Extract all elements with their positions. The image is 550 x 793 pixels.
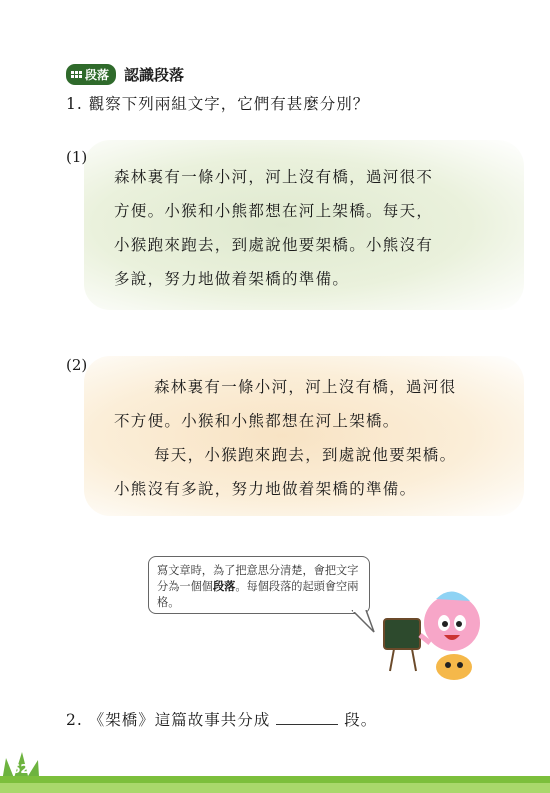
grid-icon: [71, 71, 82, 78]
group2-paragraph2-line: 小熊沒有多說，努力地做着架橋的準備。: [114, 480, 417, 498]
answer-blank[interactable]: [276, 710, 338, 725]
group2-paragraph1-line: 不方便。小猴和小熊都想在河上架橋。: [114, 412, 400, 430]
group2-label: (2): [66, 356, 88, 374]
group1-label: (1): [66, 148, 88, 166]
group1-line: 小猴跑來跑去，到處說他要架橋。小熊沒有: [114, 236, 434, 254]
section-badge-label: 段落: [85, 68, 110, 82]
group2-paragraph1-line: 森林裏有一條小河，河上沒有橋，過河很: [154, 378, 457, 396]
group2-text: [114, 370, 514, 506]
tip-bold-term: 段落: [212, 580, 236, 593]
footer-bar-light: [0, 783, 550, 793]
question-2-suffix: 段。: [344, 711, 378, 729]
question-2-text: 2. 《架橋》這篇故事共分成: [66, 711, 271, 729]
section-badge: [66, 64, 116, 85]
section-title: 認識段落: [124, 66, 185, 84]
group1-line: 多說，努力地做着架橋的準備。: [114, 270, 350, 288]
question-1: 1. 觀察下列兩組文字，它們有甚麼分別？: [66, 95, 370, 113]
group2-paragraph2-line: 每天，小猴跑來跑去，到處說他要架橋。: [154, 446, 457, 464]
group1-text: [114, 160, 514, 296]
tip-speech-bubble: [148, 556, 370, 614]
mascot-illustration: [380, 585, 490, 695]
tip-text-1: 寫文章時，為了把意思分清楚，會把文字分為一個個: [157, 564, 359, 593]
section-heading: [66, 64, 184, 85]
group1-line: 森林裏有一條小河，河上沒有橋，過河很不: [114, 168, 434, 186]
question-2: [66, 708, 377, 730]
footer-bar: [0, 776, 550, 783]
page-number: 62: [12, 762, 29, 776]
tip-text-2: 。每個段落的起頭會空兩格。: [157, 580, 359, 609]
group1-line: 方便。小猴和小熊都想在河上架橋。每天，: [114, 202, 434, 220]
